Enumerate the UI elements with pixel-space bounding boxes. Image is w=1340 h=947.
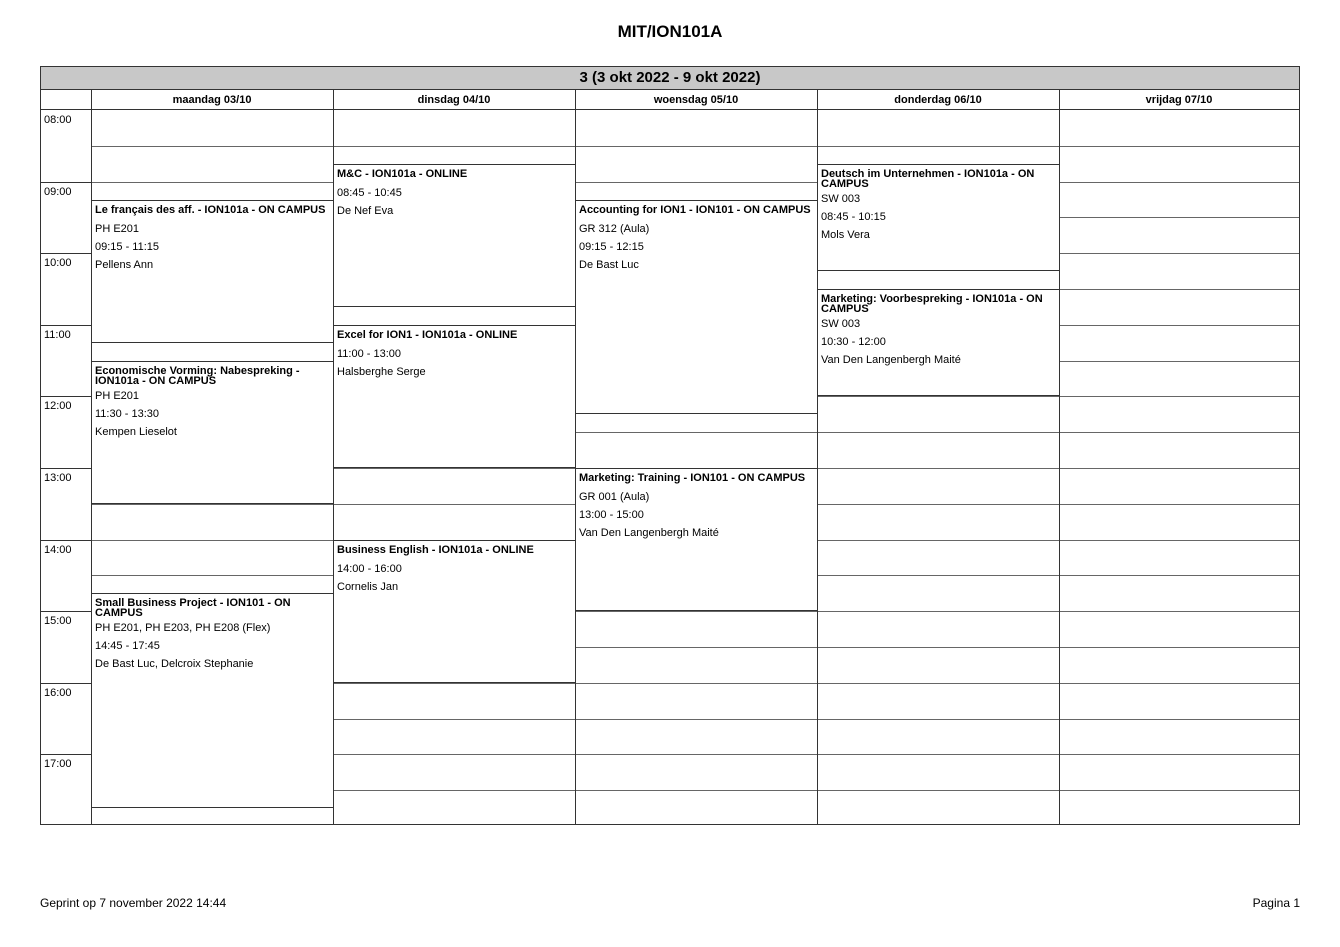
hour-line [41, 468, 91, 469]
lesson-detail: Van Den Langenbergh Maité [821, 354, 961, 366]
lesson-title: Excel for ION1 - ION101a - ONLINE [337, 328, 518, 341]
hour-label: 14:00 [44, 543, 72, 556]
hour-label: 13:00 [44, 472, 72, 484]
lesson-block[interactable] [334, 164, 575, 307]
column-divider [1059, 90, 1060, 824]
lesson-detail: PH E201 [95, 389, 140, 402]
hour-line [41, 253, 91, 254]
lesson-detail: PH E201 [95, 222, 140, 235]
lesson-block[interactable] [92, 200, 333, 343]
lesson-detail: Mols Vera [821, 228, 870, 241]
lesson-block[interactable] [818, 289, 1059, 396]
lesson-detail: GR 312 (Aula) [579, 222, 650, 235]
lesson-detail: 13:00 - 15:00 [579, 509, 644, 521]
hour-line [41, 182, 91, 183]
lesson-detail: GR 001 (Aula) [579, 491, 650, 503]
lesson-block[interactable] [576, 200, 817, 415]
day-header: dinsdag 04/10 [333, 90, 575, 110]
hour-label: 12:00 [44, 400, 72, 413]
page-number: Pagina 1 [1252, 896, 1300, 910]
lesson-detail: 14:45 - 17:45 [95, 640, 160, 653]
lesson-block[interactable] [92, 593, 333, 808]
lesson-detail: De Bast Luc [579, 258, 639, 271]
lesson-detail: 14:00 - 16:00 [337, 562, 402, 575]
timetable-grid [40, 66, 1300, 825]
hour-label: 09:00 [44, 185, 72, 198]
lesson-block[interactable] [334, 540, 575, 683]
lesson-detail: De Nef Eva [337, 204, 394, 217]
day-header: vrijdag 07/10 [1059, 90, 1299, 110]
lesson-block[interactable] [818, 164, 1059, 271]
day-header: maandag 03/10 [91, 90, 333, 110]
hour-line [41, 396, 91, 397]
lesson-detail: PH E201, PH E203, PH E208 (Flex) [95, 622, 271, 635]
lesson-detail: 10:30 - 12:00 [821, 336, 886, 348]
slot-line [91, 146, 1299, 147]
lesson-detail: Van Den Langenbergh Maité [579, 527, 719, 539]
day-header: donderdag 06/10 [817, 90, 1059, 110]
lesson-title: Deutsch im Unternehmen - ION101a - ON CAMPUS [821, 167, 1035, 190]
hour-label: 11:00 [44, 328, 71, 341]
lesson-title: M&C - ION101a - ONLINE [337, 167, 468, 180]
lesson-detail: 09:15 - 11:15 [95, 240, 160, 253]
lesson-detail: Cornelis Jan [337, 580, 399, 593]
lesson-detail: 09:15 - 12:15 [579, 240, 644, 253]
lesson-detail: Pellens Ann [95, 258, 154, 271]
lesson-title: Marketing: Voorbespreking - ION101a - ON CAMPUS [821, 293, 1043, 315]
page-title: MIT/ION101A [617, 22, 723, 41]
lesson-detail: SW 003 [821, 318, 861, 330]
lesson-detail: 11:30 - 13:30 [95, 407, 160, 420]
lesson-title: Marketing: Training - ION101 - ON CAMPUS [579, 472, 806, 484]
hour-label: 08:00 [44, 114, 72, 126]
hour-label: 16:00 [44, 686, 72, 699]
corner-cell [41, 90, 91, 110]
lesson-detail: 08:45 - 10:15 [821, 210, 886, 223]
week-header: 3 (3 okt 2022 - 9 okt 2022) [41, 67, 1299, 90]
lesson-detail: 08:45 - 10:45 [337, 186, 402, 199]
lesson-detail: Kempen Lieselot [95, 425, 177, 438]
day-header: woensdag 05/10 [575, 90, 817, 110]
printed-date: Geprint op 7 november 2022 14:44 [40, 896, 227, 910]
lesson-title: Accounting for ION1 - ION101 - ON CAMPUS [579, 203, 811, 216]
hour-label: 10:00 [44, 257, 72, 270]
hour-line [41, 611, 91, 612]
lesson-block[interactable] [334, 325, 575, 468]
lesson-title: Le français des aff. - ION101a - ON CAMPUS [95, 203, 326, 216]
lesson-detail: 11:00 - 13:00 [337, 347, 402, 360]
lesson-detail: SW 003 [821, 192, 861, 205]
hour-label: 15:00 [44, 615, 72, 628]
hour-line [41, 325, 91, 326]
lesson-detail: De Bast Luc, Delcroix Stephanie [95, 658, 254, 671]
hour-line [41, 683, 91, 684]
hour-line [41, 540, 91, 541]
lesson-title: Business English - ION101a - ONLINE [337, 543, 534, 556]
hour-label: 17:00 [44, 758, 72, 771]
hour-line [41, 754, 91, 755]
lesson-title: Small Business Project - ION101 - ON CAMPUS [95, 597, 291, 620]
lesson-block[interactable] [576, 468, 817, 611]
slot-line [91, 182, 1299, 183]
lesson-detail: Halsberghe Serge [337, 365, 426, 378]
lesson-title: Economische Vorming: Nabespreking - ION101a - ON CAMPUS [95, 364, 300, 387]
lesson-block[interactable] [92, 361, 333, 504]
